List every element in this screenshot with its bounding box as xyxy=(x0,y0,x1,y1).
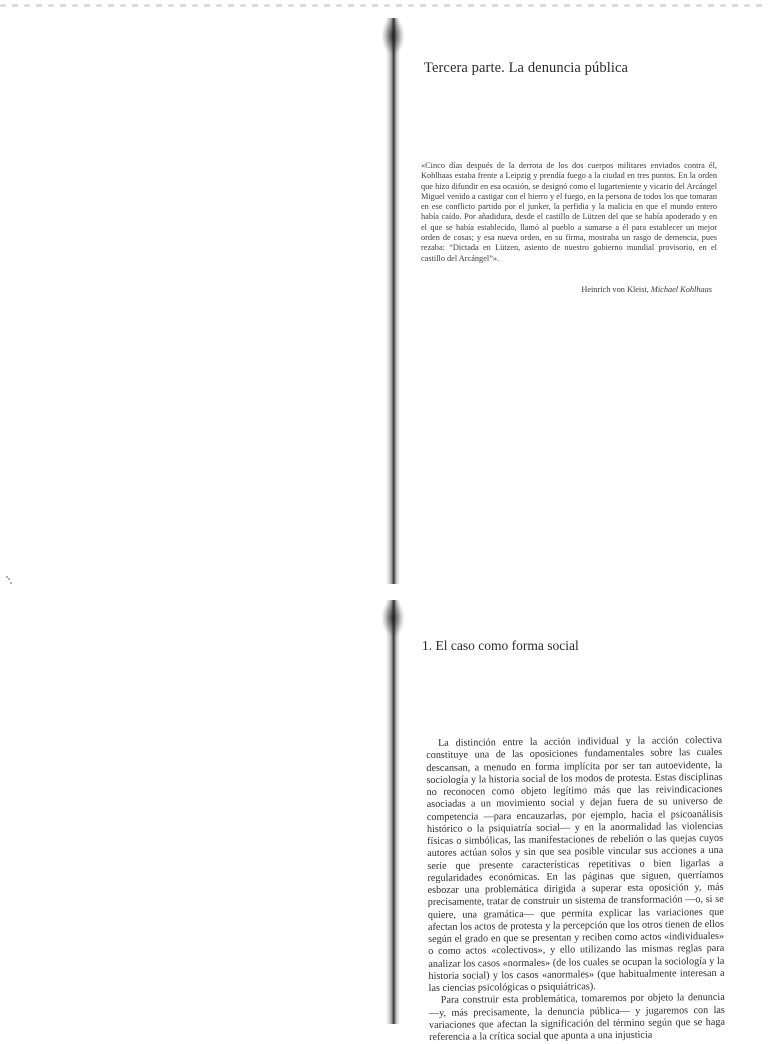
paragraph: La distinción entre la acción individual y la acción colectiva constituye una de las oposiciones fundamentales sobre las cuales descansan, a menudo en forma implícita por ser tan autoevidente, la sociología y la historia social de los modos de protesta. Estas disciplinas no reconocen como objeto legítimo más que las reivindicaciones asociadas a un movimiento social y dejan fuera de su universo de competencia —para encauzarlas, por ejemplo, hacia el psicoanálisis histórico o la psiquiatría social— y en la anormalidad las violencias físicas o simbólicas, las manifestaciones de rebelión o las quejas cuyos autores actúan solos y sin que sea posible vincular sus acciones a una serie que presente características repetitivas o bien ligarlas a regularidades económicas. En las páginas que siguen, querríamos esbozar una problemática dirigida a superar esta oposición y, más precisamente, tratar de construir un sistema de transformación —o, si se quiere, una gramática— que permita explicar las variaciones que afectan los actos de protesta y la percepción que los otros tienen de ellos según el grado en que se presentan y reciben como actos «individuales» o como actos «colectivos», y ello utilizando las mismas reglas para analizar los casos «normales» (de los cuales se ocupan la sociología y la historia social) y los casos «anormales» (que habitualmente interesan a las ciencias psicológicas o psiquiátricas). xyxy=(426,734,725,994)
paragraph: Para construir esta problemática, tomaremos por objeto la denuncia —y, más precisamente, la denuncia pública— y jugaremos con las variaciones que afectan la significación del término según que se haga referencia a la crítica social que apunta a una injusticia xyxy=(428,992,726,1043)
book-gutter-upper xyxy=(386,18,400,584)
epigraph-attribution xyxy=(421,285,712,294)
part-title: Tercera parte. La denuncia pública xyxy=(424,60,629,76)
body-text xyxy=(426,735,725,1044)
attribution-work: Michael Kohlhaas xyxy=(650,285,712,294)
scan-speck xyxy=(6,576,8,578)
lower-book-page xyxy=(0,512,768,1043)
upper-book-page xyxy=(0,0,768,512)
book-gutter-lower xyxy=(386,600,400,1024)
epigraph-quote: «Cinco días después de la derrota de los dos cuerpos militares enviados contra él, Kohlhaas estaba frente a Leipzig y prendía fuego a la ciudad en tres puntos. En la orden que hizo difundir en esa ocasión, se designó como el lugarteniente y vicario del Arcángel Miguel venido a castigar con el hierro y el fuego, en la persona de todos los que tomaran en ese conflicto partido por el junker, la perfidia y la malicia en que el mundo entero había caído. Por añadidura, desde el castillo de Lützen del que se había apoderado y en el que se había establecido, llamó al pueblo a sumarse a él para establecer un mejor orden de cosas; y esa nueva orden, en su firma, mostraba un rasgo de demencia, pues rezaba: “Dictada en Lützen, asiento de nuestro gobierno mundial provisorio, en el castillo del Arcángel”». xyxy=(421,161,717,263)
scan-edge-noise xyxy=(0,4,768,7)
chapter-title: 1. El caso como forma social xyxy=(422,638,579,653)
attribution-author: Heinrich von Kleist, xyxy=(581,285,651,294)
scan-speck xyxy=(10,582,12,584)
